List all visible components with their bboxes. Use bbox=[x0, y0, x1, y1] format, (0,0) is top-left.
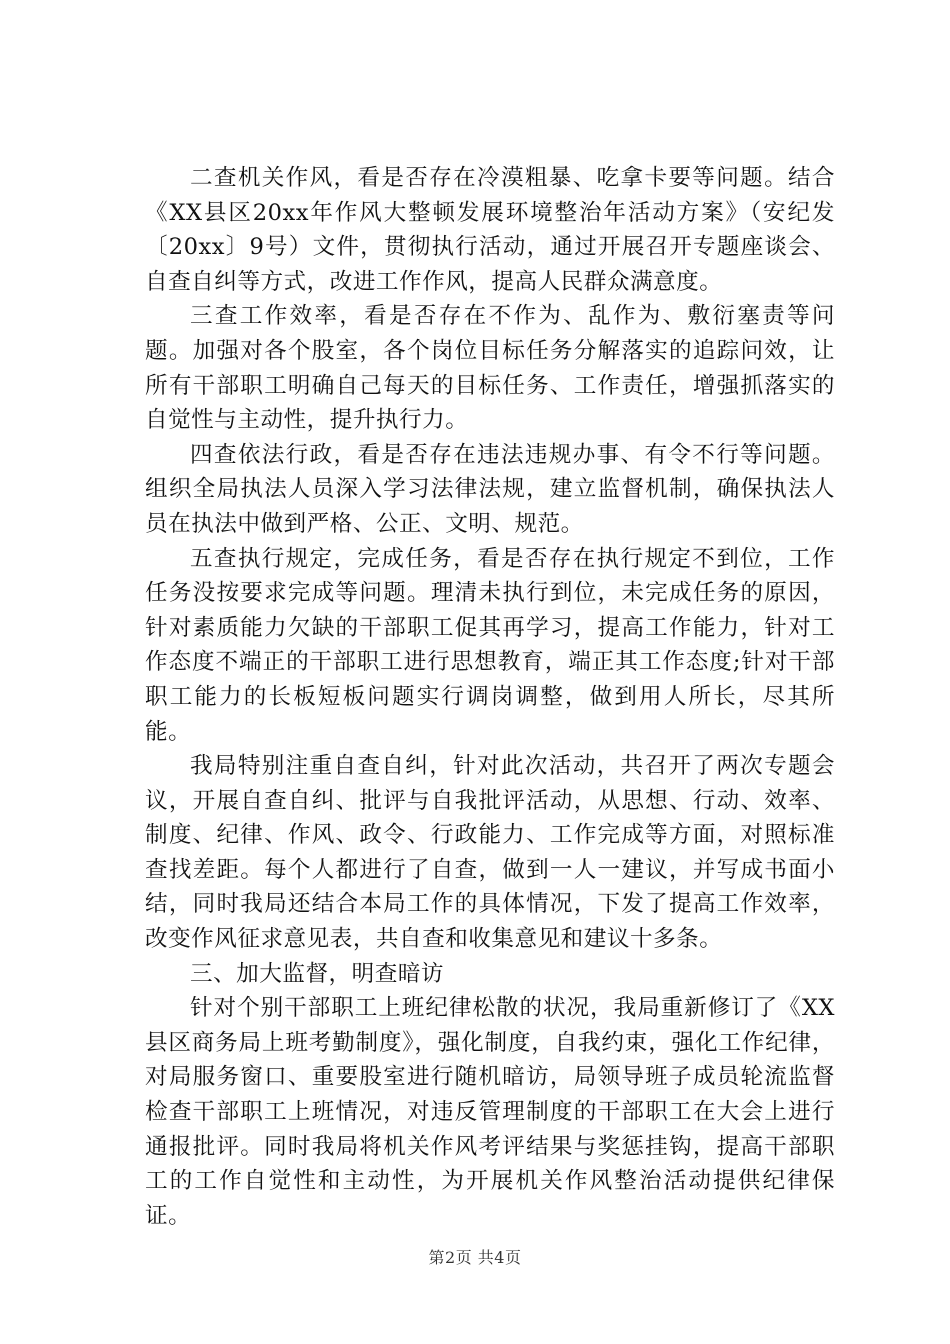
paragraph-discipline: 针对个别干部职工上班纪律松散的状况，我局重新修订了《XX县区商务局上班考勤制度》，强化制度，自我约束，强化工作纪律，对局服务窗口、重要股室进行随机暗访，局领导班子成员轮流监督检查干部职工上班情况，对违反管理制度的干部职工在大会上进行通报批评。同时我局将机关作风考评结果与奖惩挂钩，提高干部职工的工作自觉性和主动性，为开展机关作风整治活动提供纪律保证。 bbox=[145, 995, 835, 1229]
section-heading-supervision: 三、加大监督，明查暗访 bbox=[190, 960, 445, 987]
page-number-footer: 第2页 共4页 bbox=[428, 1248, 522, 1267]
paragraph-rule-execution: 五查执行规定，完成任务，看是否存在执行规定不到位，工作任务没按要求完成等问题。理清未执行到位，未完成任务的原因，针对素质能力欠缺的干部职工促其再学习，提高工作能力，针对工作态度不端正的干部职工进行思想教育，端正其工作态度;针对干部职工能力的长板短板问题实行调岗调整，做到用人所长，尽其所能。 bbox=[145, 545, 835, 745]
paragraph-self-inspection: 我局特别注重自查自纠，针对此次活动，共召开了两次专题会议，开展自查自纠、批评与自我批评活动，从思想、行动、效率、制度、纪律、作风、政令、行政能力、工作完成等方面，对照标准查找差距。每个人都进行了自查，做到一人一建议，并写成书面小结，同时我局还结合本局工作的具体情况，下发了提高工作效率，改变作风征求意见表，共自查和收集意见和建议十多条。 bbox=[145, 753, 835, 953]
document-body bbox=[145, 161, 835, 1233]
paragraph-work-efficiency: 三查工作效率，看是否存在不作为、乱作为、敷衍塞责等问题。加强对各个股室，各个岗位目标任务分解落实的追踪问效，让所有干部职工明确自己每天的目标任务、工作责任，增强抓落实的自觉性与主动性，提升执行力。 bbox=[145, 303, 835, 434]
paragraph-lawful-administration: 四查依法行政，看是否存在违法违规办事、有令不行等问题。组织全局执法人员深入学习法律法规，建立监督机制，确保执法人员在执法中做到严格、公正、文明、规范。 bbox=[145, 441, 835, 537]
paragraph-agency-style: 二查机关作风，看是否存在冷漠粗暴、吃拿卡要等问题。结合《XX县区20xx年作风大整顿发展环境整治年活动方案》（安纪发〔20xx〕9号）文件，贯彻执行活动，通过开展召开专题座谈会、自查自纠等方式，改进工作作风，提高人民群众满意度。 bbox=[145, 165, 835, 295]
